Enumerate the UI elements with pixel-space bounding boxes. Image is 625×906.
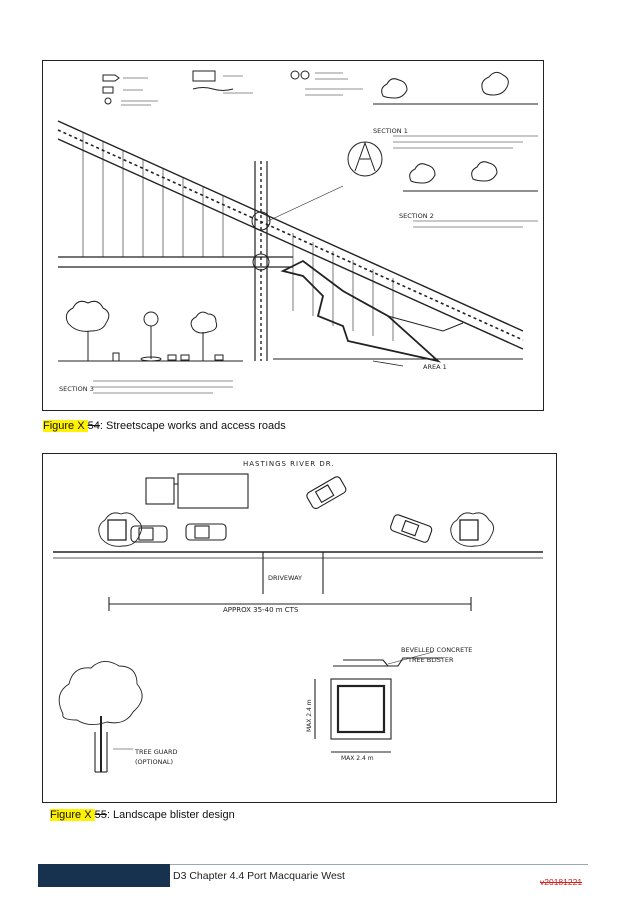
blister-plan bbox=[315, 679, 391, 752]
tree-blister-right bbox=[451, 513, 494, 546]
tree-guard-sketch bbox=[59, 661, 142, 772]
section-1-label: SECTION 1 bbox=[373, 127, 408, 135]
section-2-label: SECTION 2 bbox=[399, 212, 434, 220]
footer-version: v20181221 bbox=[540, 877, 583, 887]
figure-caption-text: : Landscape blister design bbox=[106, 809, 235, 821]
figure-number: 54 bbox=[87, 420, 100, 432]
figure-label-highlight: Figure X bbox=[43, 420, 88, 432]
figure-label-highlight: Figure X bbox=[50, 809, 95, 821]
section-3-sketch bbox=[58, 301, 243, 393]
tree-blister-left bbox=[99, 513, 142, 546]
footer-chapter-text: D3 Chapter 4.4 Port Macquarie West bbox=[173, 870, 345, 882]
truck-sketch bbox=[146, 474, 248, 508]
optional-label: (OPTIONAL) bbox=[135, 758, 174, 766]
legend bbox=[103, 71, 363, 105]
figure-55-caption bbox=[50, 809, 235, 821]
footer-color-block bbox=[38, 864, 170, 887]
bevelled-concrete-label: BEVELLED CONCRETE bbox=[401, 646, 473, 654]
tree-blister-label: TREE BLISTER bbox=[408, 656, 454, 664]
north-arrow-icon bbox=[348, 142, 382, 176]
figure-caption-text: : Streetscape works and access roads bbox=[99, 420, 286, 432]
tree-guard-label: TREE GUARD bbox=[135, 748, 178, 756]
car-sketch bbox=[131, 475, 433, 543]
figure-streetscape-image bbox=[42, 60, 544, 411]
max-horizontal-label: MAX 2.4 m bbox=[341, 755, 374, 762]
driveway-label: DRIVEWAY bbox=[268, 574, 302, 582]
area-1-label: AREA 1 bbox=[423, 363, 447, 371]
figure-blister-image bbox=[42, 453, 557, 803]
road-label: HASTINGS RIVER DR. bbox=[243, 460, 335, 468]
footer-divider bbox=[170, 864, 588, 865]
max-vertical-label: MAX 2.4 m bbox=[306, 699, 313, 732]
section-1-sketch bbox=[373, 72, 538, 148]
section-3-label: SECTION 3 bbox=[59, 385, 94, 393]
figure-54-caption bbox=[43, 420, 286, 432]
blister-sketch bbox=[43, 454, 556, 802]
diagonal-road bbox=[58, 121, 523, 349]
figure-number: 55 bbox=[94, 809, 107, 821]
streetscape-sketch bbox=[43, 61, 543, 410]
approx-dimension-label: APPROX 35-40 m CTS bbox=[223, 606, 299, 614]
